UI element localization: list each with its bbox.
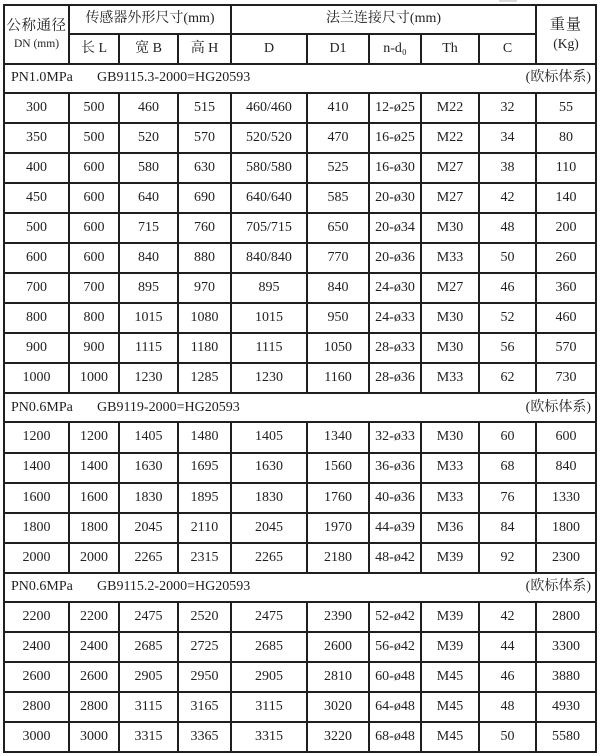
table-cell: 46 <box>479 273 536 303</box>
table-cell: 84 <box>479 513 536 543</box>
table-cell: 600 <box>69 153 119 183</box>
table-cell: M45 <box>421 722 479 752</box>
table-cell: 800 <box>69 303 119 333</box>
header-group-row <box>4 5 596 34</box>
table-cell: 2265 <box>119 543 178 573</box>
header-th: Th <box>421 34 479 64</box>
table-cell: 470 <box>307 123 369 153</box>
table-cell: 585 <box>307 183 369 213</box>
table-cell: 1000 <box>69 363 119 393</box>
table-cell: 56 <box>479 333 536 363</box>
table-cell: 300 <box>4 93 69 123</box>
table-cell: M39 <box>421 632 479 662</box>
table-cell: 600 <box>536 422 596 452</box>
table-cell: 1115 <box>119 333 178 363</box>
table-cell: 24-ø30 <box>369 273 421 303</box>
table-cell: 3880 <box>536 662 596 692</box>
table-cell: 600 <box>69 213 119 243</box>
table-cell: 12-ø25 <box>369 93 421 123</box>
header-d: D <box>231 34 307 64</box>
table-cell: 2685 <box>231 632 307 662</box>
table-cell: 950 <box>307 303 369 333</box>
table-cell: 460/460 <box>231 93 307 123</box>
header-weight-cn: 重量 <box>549 17 582 34</box>
table-cell: 46 <box>479 662 536 692</box>
table-cell: 3300 <box>536 632 596 662</box>
table-cell: 32-ø33 <box>369 422 421 452</box>
section-header-row <box>4 573 596 602</box>
header-nominal-diameter-cn: 公称通径 <box>6 18 67 35</box>
table-cell: 700 <box>69 273 119 303</box>
table-cell: 28-ø33 <box>369 333 421 363</box>
table-cell: M45 <box>421 692 479 722</box>
table-cell: 840 <box>536 453 596 483</box>
table-cell: 2685 <box>119 632 178 662</box>
table-cell: 600 <box>69 243 119 273</box>
table-cell: 48-ø42 <box>369 543 421 573</box>
header-width-b: 宽 B <box>119 34 178 64</box>
section-pressure-rating: PN1.0MPa <box>11 70 73 86</box>
table-row <box>4 632 596 662</box>
table-cell: 36-ø36 <box>369 453 421 483</box>
section-header-cell <box>4 64 596 93</box>
table-cell: M22 <box>421 123 479 153</box>
table-cell: 570 <box>178 123 231 153</box>
table-cell: 500 <box>69 123 119 153</box>
table-cell: 520 <box>119 123 178 153</box>
table-cell: M33 <box>421 363 479 393</box>
header-nominal-diameter-unit: DN (mm) <box>13 35 60 50</box>
table-cell: M27 <box>421 183 479 213</box>
table-cell: 2400 <box>4 632 69 662</box>
table-cell: 1800 <box>4 513 69 543</box>
section-header-row <box>4 393 596 422</box>
table-cell: M27 <box>421 153 479 183</box>
table-cell: 1695 <box>178 453 231 483</box>
table-cell: 56-ø42 <box>369 632 421 662</box>
table-cell: 360 <box>536 273 596 303</box>
table-cell: 2800 <box>4 692 69 722</box>
table-cell: 580/580 <box>231 153 307 183</box>
table-cell: 1400 <box>69 453 119 483</box>
table-cell: M45 <box>421 662 479 692</box>
table-row <box>4 123 596 153</box>
table-cell: 525 <box>307 153 369 183</box>
table-row <box>4 153 596 183</box>
section-standard-code: GB9115.2-2000=HG20593 <box>97 579 251 595</box>
table-cell: 840/840 <box>231 243 307 273</box>
table-cell: M36 <box>421 513 479 543</box>
table-row <box>4 93 596 123</box>
table-cell: 60-ø48 <box>369 662 421 692</box>
table-cell: 52-ø42 <box>369 602 421 632</box>
table-cell: 2950 <box>178 662 231 692</box>
table-cell: 1405 <box>119 422 178 452</box>
table-cell: 1285 <box>178 363 231 393</box>
table-cell: 20-ø36 <box>369 243 421 273</box>
table-cell: 52 <box>479 303 536 333</box>
table-row <box>4 513 596 543</box>
table-row <box>4 363 596 393</box>
table-cell: 2810 <box>307 662 369 692</box>
table-cell: 1015 <box>231 303 307 333</box>
table-cell: 400 <box>4 153 69 183</box>
table-cell: M33 <box>421 243 479 273</box>
table-cell: 640 <box>119 183 178 213</box>
table-cell: 1830 <box>119 483 178 513</box>
table-cell: 2000 <box>4 543 69 573</box>
table-cell: 68 <box>479 453 536 483</box>
table-cell: 580 <box>119 153 178 183</box>
table-cell: 2800 <box>536 602 596 632</box>
section-header-cell <box>4 393 596 422</box>
table-cell: 1160 <box>307 363 369 393</box>
table-cell: 42 <box>479 183 536 213</box>
table-cell: 900 <box>69 333 119 363</box>
table-cell: 690 <box>178 183 231 213</box>
table-cell: 50 <box>479 722 536 752</box>
table-cell: 3020 <box>307 692 369 722</box>
table-row <box>4 243 596 273</box>
header-nominal-diameter <box>4 5 69 64</box>
table-cell: 2600 <box>307 632 369 662</box>
table-cell: 68-ø48 <box>369 722 421 752</box>
table-cell: 1050 <box>307 333 369 363</box>
table-row <box>4 483 596 513</box>
table-cell: 1200 <box>4 422 69 452</box>
section-system-note: (欧标体系) <box>525 70 591 86</box>
table-cell: 3165 <box>178 692 231 722</box>
table-cell: 570 <box>536 333 596 363</box>
table-cell: 2520 <box>178 602 231 632</box>
table-cell: 895 <box>119 273 178 303</box>
table-cell: 42 <box>479 602 536 632</box>
table-cell: 34 <box>479 123 536 153</box>
table-row <box>4 333 596 363</box>
table-cell: 1800 <box>69 513 119 543</box>
table-cell: 520/520 <box>231 123 307 153</box>
table-cell: 2475 <box>231 602 307 632</box>
table-cell: 2905 <box>231 662 307 692</box>
table-cell: 5580 <box>536 722 596 752</box>
table-cell: 140 <box>536 183 596 213</box>
table-row <box>4 422 596 452</box>
table-cell: M30 <box>421 213 479 243</box>
table-cell: 2905 <box>119 662 178 692</box>
table-cell: 80 <box>536 123 596 153</box>
table-cell: 895 <box>231 273 307 303</box>
table-cell: 1560 <box>307 453 369 483</box>
table-cell: 1080 <box>178 303 231 333</box>
table-cell: 2475 <box>119 602 178 632</box>
section-standard-code: GB9119-2000=HG20593 <box>97 399 240 415</box>
table-row <box>4 543 596 573</box>
table-cell: 44-ø39 <box>369 513 421 543</box>
table-cell: M30 <box>421 422 479 452</box>
table-cell: 3000 <box>4 722 69 752</box>
table-row <box>4 453 596 483</box>
table-cell: 62 <box>479 363 536 393</box>
table-cell: 1230 <box>231 363 307 393</box>
table-cell: 3115 <box>119 692 178 722</box>
table-row <box>4 602 596 632</box>
header-c: C <box>479 34 536 64</box>
section-system-note: (欧标体系) <box>525 579 591 595</box>
table-cell: 2265 <box>231 543 307 573</box>
table-cell: 1115 <box>231 333 307 363</box>
header-flange-connection-group: 法兰连接尺寸(mm) <box>231 5 536 34</box>
table-cell: 20-ø30 <box>369 183 421 213</box>
table-cell: 110 <box>536 153 596 183</box>
table-cell: 40-ø36 <box>369 483 421 513</box>
table-cell: 1000 <box>4 363 69 393</box>
table-cell: 2300 <box>536 543 596 573</box>
table-cell: M30 <box>421 333 479 363</box>
table-cell: 3000 <box>69 722 119 752</box>
table-cell: 1630 <box>231 453 307 483</box>
table-cell: 515 <box>178 93 231 123</box>
table-cell: 2045 <box>119 513 178 543</box>
table-row <box>4 303 596 333</box>
table-row <box>4 662 596 692</box>
table-cell: 600 <box>69 183 119 213</box>
table-cell: 840 <box>119 243 178 273</box>
table-cell: 1400 <box>4 453 69 483</box>
section-standard-code: GB9115.3-2000=HG20593 <box>97 70 251 86</box>
table-cell: 2000 <box>69 543 119 573</box>
table-cell: 1340 <box>307 422 369 452</box>
table-cell: 2315 <box>178 543 231 573</box>
scan-artifact <box>499 0 517 2</box>
header-weight <box>536 5 596 64</box>
table-cell: 1800 <box>536 513 596 543</box>
table-cell: 840 <box>307 273 369 303</box>
table-cell: 715 <box>119 213 178 243</box>
table-cell: 48 <box>479 692 536 722</box>
table-row <box>4 183 596 213</box>
table-cell: 410 <box>307 93 369 123</box>
section-pressure-rating: PN0.6MPa <box>11 579 73 595</box>
table-cell: 2600 <box>4 662 69 692</box>
table-cell: 16-ø25 <box>369 123 421 153</box>
table-cell: 800 <box>4 303 69 333</box>
table-cell: 60 <box>479 422 536 452</box>
table-cell: 200 <box>536 213 596 243</box>
table-cell: 705/715 <box>231 213 307 243</box>
table-cell: M22 <box>421 93 479 123</box>
table-cell: 1330 <box>536 483 596 513</box>
table-cell: 1180 <box>178 333 231 363</box>
table-cell: M33 <box>421 453 479 483</box>
table-cell: 2200 <box>4 602 69 632</box>
table-cell: 500 <box>69 93 119 123</box>
table-cell: 2390 <box>307 602 369 632</box>
table-cell: 2200 <box>69 602 119 632</box>
header-length-l: 长 L <box>69 34 119 64</box>
table-cell: 1970 <box>307 513 369 543</box>
table-cell: 4930 <box>536 692 596 722</box>
header-weight-unit: (Kg) <box>553 36 579 52</box>
table-cell: 92 <box>479 543 536 573</box>
section-header-row <box>4 64 596 93</box>
table-cell: 1480 <box>178 422 231 452</box>
table-cell: 1015 <box>119 303 178 333</box>
table-cell: 3365 <box>178 722 231 752</box>
header-d1: D1 <box>307 34 369 64</box>
flange-dimension-table <box>3 4 597 753</box>
table-cell: 38 <box>479 153 536 183</box>
table-cell: 2180 <box>307 543 369 573</box>
table-cell: 260 <box>536 243 596 273</box>
table-cell: 3115 <box>231 692 307 722</box>
table-cell: 1760 <box>307 483 369 513</box>
table-cell: 3315 <box>231 722 307 752</box>
table-cell: 1230 <box>119 363 178 393</box>
table-cell: 650 <box>307 213 369 243</box>
table-cell: 500 <box>4 213 69 243</box>
table-cell: 600 <box>4 243 69 273</box>
table-cell: 770 <box>307 243 369 273</box>
table-cell: 64-ø48 <box>369 692 421 722</box>
table-cell: 3220 <box>307 722 369 752</box>
table-cell: 48 <box>479 213 536 243</box>
table-cell: 1600 <box>69 483 119 513</box>
table-cell: 44 <box>479 632 536 662</box>
table-cell: 730 <box>536 363 596 393</box>
table-row <box>4 273 596 303</box>
table-cell: 55 <box>536 93 596 123</box>
table-cell: 1405 <box>231 422 307 452</box>
table-cell: 630 <box>178 153 231 183</box>
table-cell: 20-ø34 <box>369 213 421 243</box>
table-cell: 760 <box>178 213 231 243</box>
table-cell: M39 <box>421 602 479 632</box>
table-cell: 32 <box>479 93 536 123</box>
table-body <box>4 64 596 752</box>
table-cell: 460 <box>536 303 596 333</box>
table-row <box>4 722 596 752</box>
table-cell: 880 <box>178 243 231 273</box>
table-cell: 2045 <box>231 513 307 543</box>
table-cell: 28-ø36 <box>369 363 421 393</box>
table-cell: 24-ø33 <box>369 303 421 333</box>
table-cell: 460 <box>119 93 178 123</box>
table-row <box>4 213 596 243</box>
section-header-cell <box>4 573 596 602</box>
table-cell: 1600 <box>4 483 69 513</box>
table-cell: 50 <box>479 243 536 273</box>
table-cell: 3315 <box>119 722 178 752</box>
header-sub-row <box>4 34 596 64</box>
table-cell: 350 <box>4 123 69 153</box>
table-cell: 970 <box>178 273 231 303</box>
table-cell: 450 <box>4 183 69 213</box>
table-cell: 2725 <box>178 632 231 662</box>
header-sensor-dimensions-group: 传感器外形尺寸(mm) <box>69 5 231 34</box>
table-cell: 2800 <box>69 692 119 722</box>
table-cell: 700 <box>4 273 69 303</box>
section-pressure-rating: PN0.6MPa <box>11 399 73 415</box>
table-cell: 1200 <box>69 422 119 452</box>
table-cell: 16-ø30 <box>369 153 421 183</box>
table-cell: 2110 <box>178 513 231 543</box>
table-cell: 2600 <box>69 662 119 692</box>
table-cell: 1630 <box>119 453 178 483</box>
table-cell: 76 <box>479 483 536 513</box>
header-height-h: 高 H <box>178 34 231 64</box>
section-system-note: (欧标体系) <box>525 399 591 415</box>
table-cell: 1830 <box>231 483 307 513</box>
table-cell: M39 <box>421 543 479 573</box>
table-cell: 640/640 <box>231 183 307 213</box>
table-cell: M33 <box>421 483 479 513</box>
table-cell: 1895 <box>178 483 231 513</box>
table-cell: 900 <box>4 333 69 363</box>
table-cell: M30 <box>421 303 479 333</box>
table-row <box>4 692 596 722</box>
table-cell: M27 <box>421 273 479 303</box>
table-cell: 2400 <box>69 632 119 662</box>
header-n-d0: n-d₀ <box>369 34 421 64</box>
